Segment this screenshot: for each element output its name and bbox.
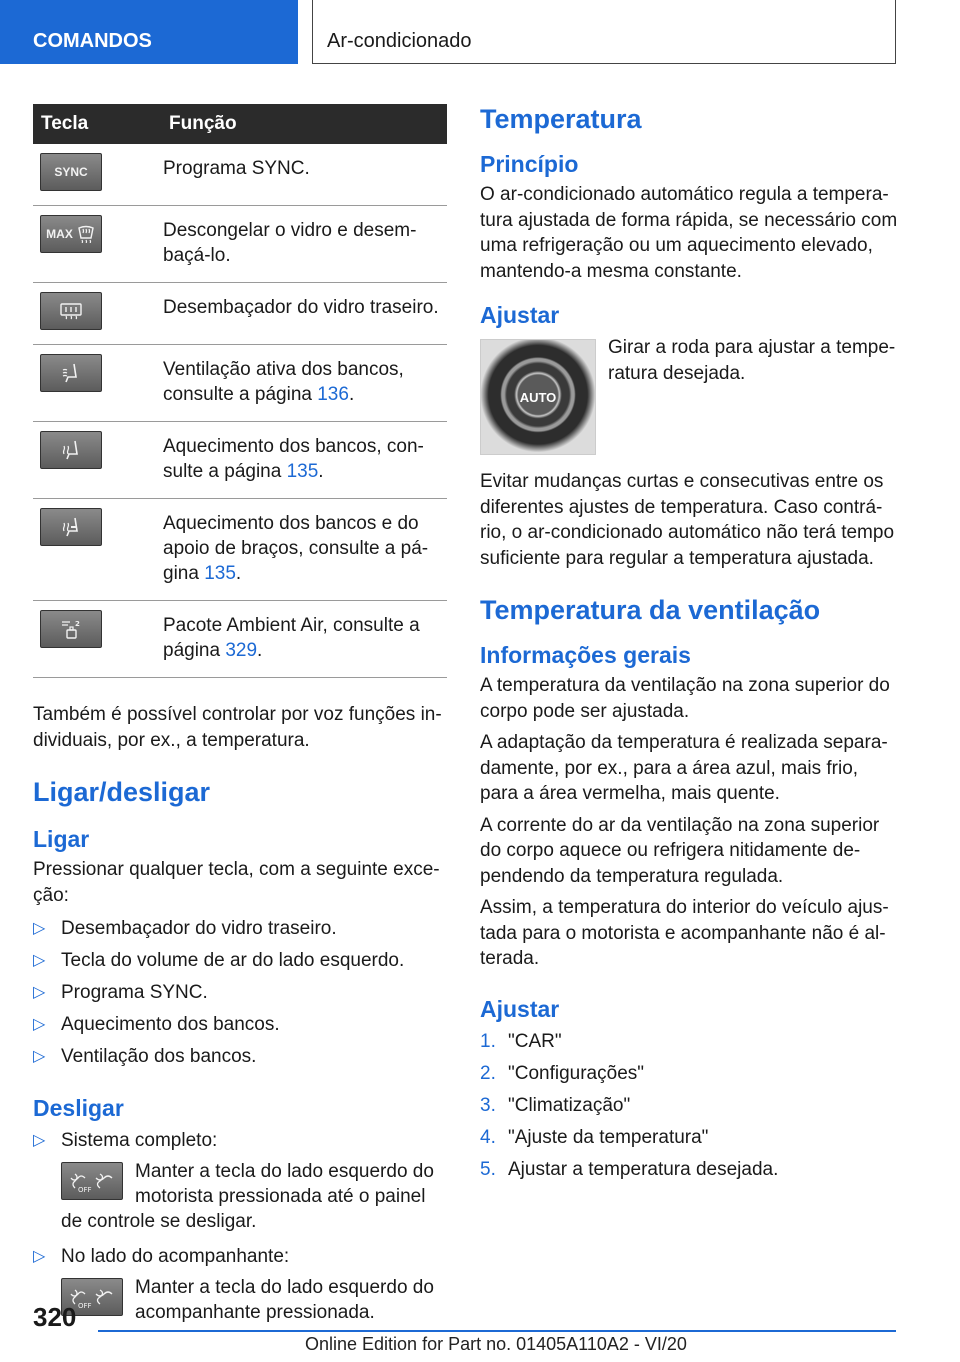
heading-temperature: Temperatura <box>480 104 642 134</box>
page-link[interactable]: 329 <box>225 640 258 661</box>
table-row <box>33 345 447 422</box>
list-item: 3. "Climatização" <box>480 1094 631 1116</box>
heading-adjust-2: Ajustar <box>480 995 560 1022</box>
heading-principle: Princípio <box>480 151 579 177</box>
adjust-block <box>480 335 898 463</box>
on-exceptions-list <box>33 916 447 1069</box>
svg-text:OFF: OFF <box>78 1302 92 1310</box>
seat-armrest-heating-icon <box>40 508 102 546</box>
header-function: Função <box>163 104 447 144</box>
triangle-bullet-icon: ▷ <box>33 1048 46 1065</box>
chapter-title-label: Ar-condicionado <box>327 30 472 52</box>
left-column <box>33 104 447 1332</box>
steps-list <box>480 1029 898 1182</box>
heading-on-off: Ligar/desligar <box>33 777 211 807</box>
avoid-text: Evitar mudanças curtas e consecutivas entre os diferentes ajustes de temperatura. Caso contrá-rio, o ar-condicionado automático não terá tempo suficiente para regular a temperatura ajustada. <box>480 471 895 569</box>
temperature-knob-image: AUTO <box>480 339 596 455</box>
list-item: ▷ Tecla do volume de ar do lado esquerdo. <box>33 950 405 971</box>
page-number: 320 <box>33 1302 77 1332</box>
list-item: ▷ No lado do acompanhante: OFF Manter a tecla do lado esquerdo do acompanhante pressionada. <box>33 1246 434 1323</box>
row-text: Ventilação ativa dos bancos, consulte a página 136. <box>163 345 447 422</box>
right-column <box>480 104 898 1189</box>
row-text: Desembaçador do vidro traseiro. <box>163 283 447 345</box>
general-text-1: A temperatura da ventilação na zona superior do corpo pode ser ajustada. <box>480 675 890 722</box>
triangle-bullet-icon: ▷ <box>33 952 46 969</box>
voice-note: Também é possível controlar por voz funções in-dividuais, por ex., a temperatura. <box>33 704 442 751</box>
triangle-bullet-icon: ▷ <box>33 1016 46 1033</box>
list-item: ▷ Ventilação dos bancos. <box>33 1046 257 1067</box>
adjust-text: Girar a roda para ajustar a tempe-ratura desejada. <box>608 337 896 384</box>
row-text: Descongelar o vidro e desem-baçá-lo. <box>163 206 447 283</box>
table-row <box>33 283 447 345</box>
heading-general-info: Informações gerais <box>480 642 691 668</box>
table-row <box>33 601 447 678</box>
page-link[interactable]: 135 <box>286 461 319 482</box>
general-text-2: A adaptação da temperatura é realizada separa-damente, por ex., para a área azul, mais frio, para a área vermelha, mais quente. <box>480 732 888 804</box>
row-text: Aquecimento dos bancos, con-sulte a página 135. <box>163 422 447 499</box>
svg-text:2: 2 <box>75 620 80 628</box>
row-text: Pacote Ambient Air, consulte a página 329. <box>163 601 447 678</box>
svg-text:OFF: OFF <box>78 1186 92 1194</box>
header-key: Tecla <box>33 104 163 144</box>
general-text-4: Assim, a temperatura do interior do veículo ajus-tada para o motorista e acompanhante não é al-terada. <box>480 897 889 969</box>
principle-text: O ar-condicionado automático regula a tempera-tura ajustada de forma rápida, se necessário com uma refrigeração ou um aquecimento elevado, mantendo-a mesma constante. <box>480 184 898 282</box>
list-item: ▷ Sistema completo: OFF Manter a tecla do lado esquerdo do motorista pressionada até o painel de controle se desligar. <box>33 1130 434 1232</box>
seat-heating-icon <box>40 431 102 469</box>
table-row <box>33 499 447 601</box>
table-header <box>33 104 447 144</box>
key-function-table <box>33 104 447 678</box>
triangle-bullet-icon: ▷ <box>33 1132 46 1149</box>
heading-off: Desligar <box>33 1095 124 1121</box>
list-item: 5. Ajustar a temperatura desejada. <box>480 1158 779 1180</box>
triangle-bullet-icon: ▷ <box>33 1248 46 1265</box>
sync-button-icon: SYNC <box>40 153 102 191</box>
table-row <box>33 422 447 499</box>
edition-info: Online Edition for Part no. 01405A110A2 - VI/20 <box>305 1334 687 1354</box>
heading-on: Ligar <box>33 826 90 852</box>
list-item: 2. "Configurações" <box>480 1062 645 1084</box>
section-tab <box>0 0 298 64</box>
page-link[interactable]: 136 <box>317 384 349 405</box>
table-row <box>33 144 447 206</box>
max-defrost-icon: MAX <box>40 215 102 253</box>
list-item: ▷ Desembaçador do vidro traseiro. <box>33 918 337 939</box>
fan-off-button-icon <box>61 1162 123 1200</box>
triangle-bullet-icon: ▷ <box>33 920 46 937</box>
chapter-title <box>312 0 896 64</box>
page-link[interactable]: 135 <box>204 563 236 584</box>
footer-divider <box>98 1330 896 1332</box>
general-text-3: A corrente do ar da ventilação na zona superior do corpo aquece ou refrigera nitidamente de-pendendo da temperatura regulada. <box>480 814 880 887</box>
heading-adjust: Ajustar <box>480 302 560 328</box>
seat-ventilation-icon <box>40 354 102 392</box>
list-item: ▷ Programa SYNC. <box>33 982 208 1003</box>
row-text: Aquecimento dos bancos e do apoio de braços, consulte a pá-gina 135. <box>163 499 447 601</box>
rear-defrost-icon <box>40 292 102 330</box>
list-item: 4. "Ajuste da temperatura" <box>480 1126 709 1148</box>
row-text: Programa SYNC. <box>163 144 447 206</box>
heading-vent-temperature: Temperatura da ventilação <box>480 595 821 625</box>
triangle-bullet-icon: ▷ <box>33 984 46 1001</box>
on-text: Pressionar qualquer tecla, com a seguinte exce-ção: <box>33 859 440 906</box>
off-list <box>33 1128 447 1325</box>
list-item: 1. "CAR" <box>480 1030 562 1052</box>
section-label: COMANDOS <box>33 30 152 52</box>
ambient-air-icon <box>40 610 102 648</box>
list-item: ▷ Aquecimento dos bancos. <box>33 1014 280 1035</box>
table-row <box>33 206 447 283</box>
